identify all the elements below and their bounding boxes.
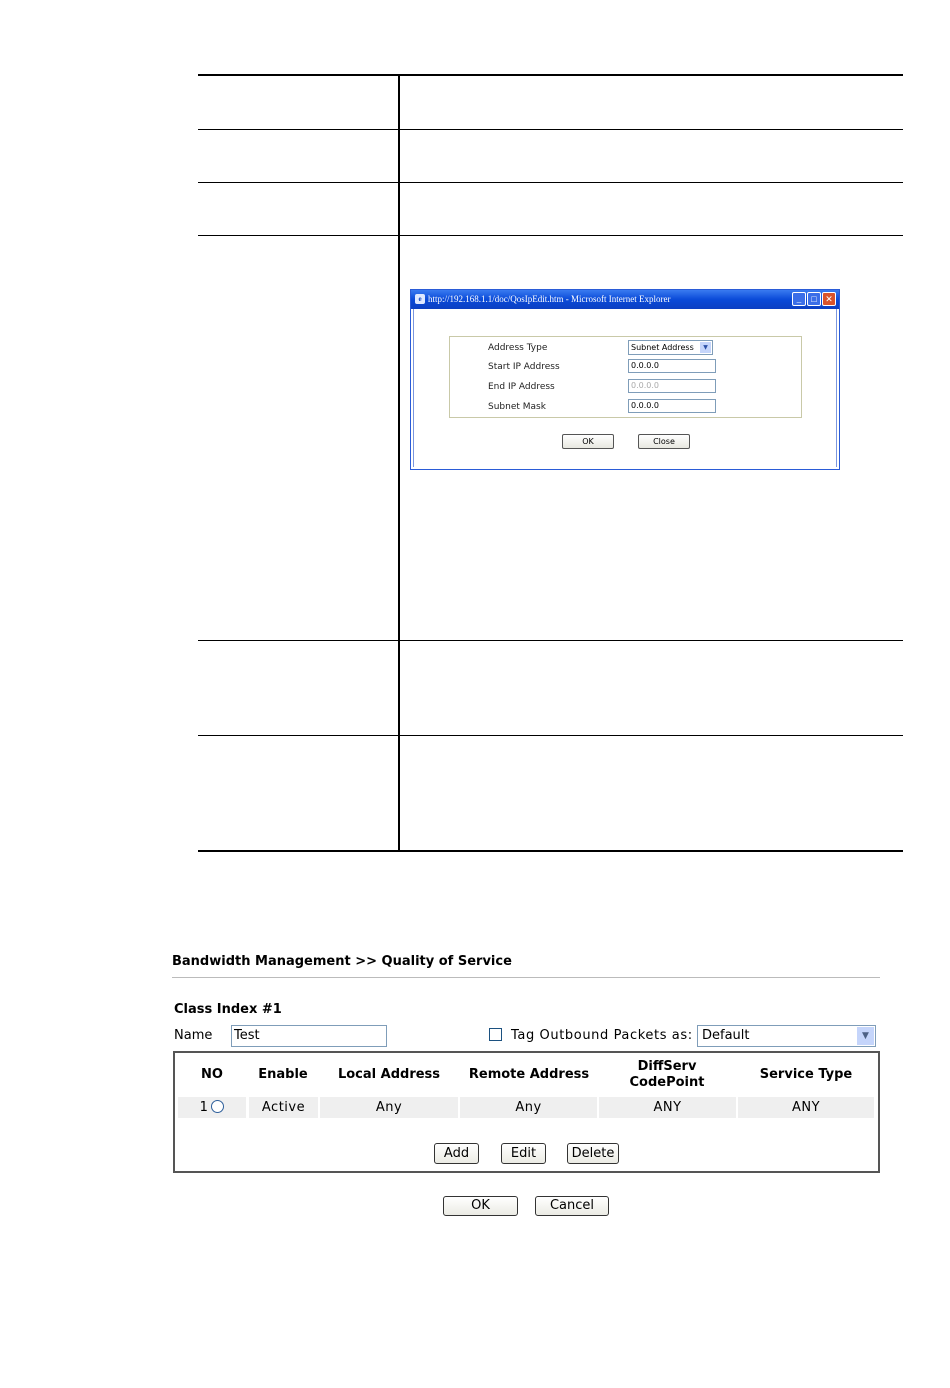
popup-title: http://192.168.1.1/doc/QosIpEdit.htm - Microsoft Internet Explorer (428, 294, 671, 304)
col-header-diffserv: DiffServ CodePoint (629, 1059, 705, 1090)
name-label: Name (174, 1028, 213, 1043)
tag-outbound-checkbox[interactable] (489, 1028, 502, 1041)
popup-ok-button[interactable]: OK (562, 434, 614, 449)
address-type-select[interactable] (628, 340, 713, 355)
name-input[interactable]: Test (231, 1025, 387, 1047)
page-title: Bandwidth Management >> Quality of Service (172, 954, 512, 969)
table-row-divider (198, 235, 903, 236)
chevron-down-icon: ▼ (700, 342, 711, 353)
row-local-address-cell: Any (320, 1097, 458, 1118)
col-header-enable: Enable (258, 1067, 308, 1082)
close-icon[interactable]: ✕ (822, 292, 836, 306)
address-type-value: Subnet Address (631, 343, 694, 352)
tag-outbound-select[interactable] (697, 1025, 876, 1047)
row-enable-cell: Active (249, 1097, 318, 1118)
minimize-icon[interactable]: _ (792, 292, 806, 306)
cancel-button[interactable]: Cancel (535, 1196, 609, 1216)
row-diffserv-cell: ANY (599, 1097, 736, 1118)
col-header-remote-address: Remote Address (468, 1067, 590, 1082)
start-ip-input[interactable]: 0.0.0.0 (628, 359, 716, 373)
table-bottom-rule (198, 850, 903, 852)
title-divider (172, 977, 880, 978)
add-button[interactable]: Add (434, 1143, 479, 1164)
ie-icon: e (415, 294, 425, 304)
table-row-divider (198, 735, 903, 736)
table-row-divider (198, 182, 903, 183)
start-ip-label: Start IP Address (488, 362, 560, 372)
table-top-rule (198, 74, 903, 76)
end-ip-input: 0.0.0.0 (628, 379, 716, 393)
chevron-down-icon: ▼ (857, 1027, 874, 1045)
row-select-radio[interactable] (211, 1100, 224, 1113)
table-row-divider (198, 129, 903, 130)
class-index-heading: Class Index #1 (174, 1002, 282, 1017)
col-header-local-address: Local Address (337, 1067, 441, 1082)
maximize-icon[interactable]: □ (807, 292, 821, 306)
edit-button[interactable]: Edit (501, 1143, 546, 1164)
ok-button[interactable]: OK (443, 1196, 518, 1216)
subnet-mask-input[interactable]: 0.0.0.0 (628, 399, 716, 413)
table-row-divider (198, 640, 903, 641)
table-column-divider (398, 74, 400, 852)
tag-outbound-label: Tag Outbound Packets as: (511, 1028, 693, 1043)
row-number: 1 (199, 1100, 209, 1115)
delete-button[interactable]: Delete (567, 1143, 619, 1164)
subnet-mask-label: Subnet Mask (488, 402, 546, 412)
col-header-no: NO (201, 1067, 223, 1082)
address-type-label: Address Type (488, 343, 548, 353)
popup-close-button[interactable]: Close (638, 434, 690, 449)
col-header-service-type: Service Type (759, 1067, 853, 1082)
ip-edit-popup-window (410, 289, 840, 470)
end-ip-label: End IP Address (488, 382, 555, 392)
tag-outbound-value: Default (702, 1028, 750, 1043)
row-service-type-cell: ANY (738, 1097, 874, 1118)
table-row-no-cell (178, 1097, 246, 1118)
row-remote-address-cell: Any (460, 1097, 597, 1118)
popup-titlebar (411, 290, 839, 309)
